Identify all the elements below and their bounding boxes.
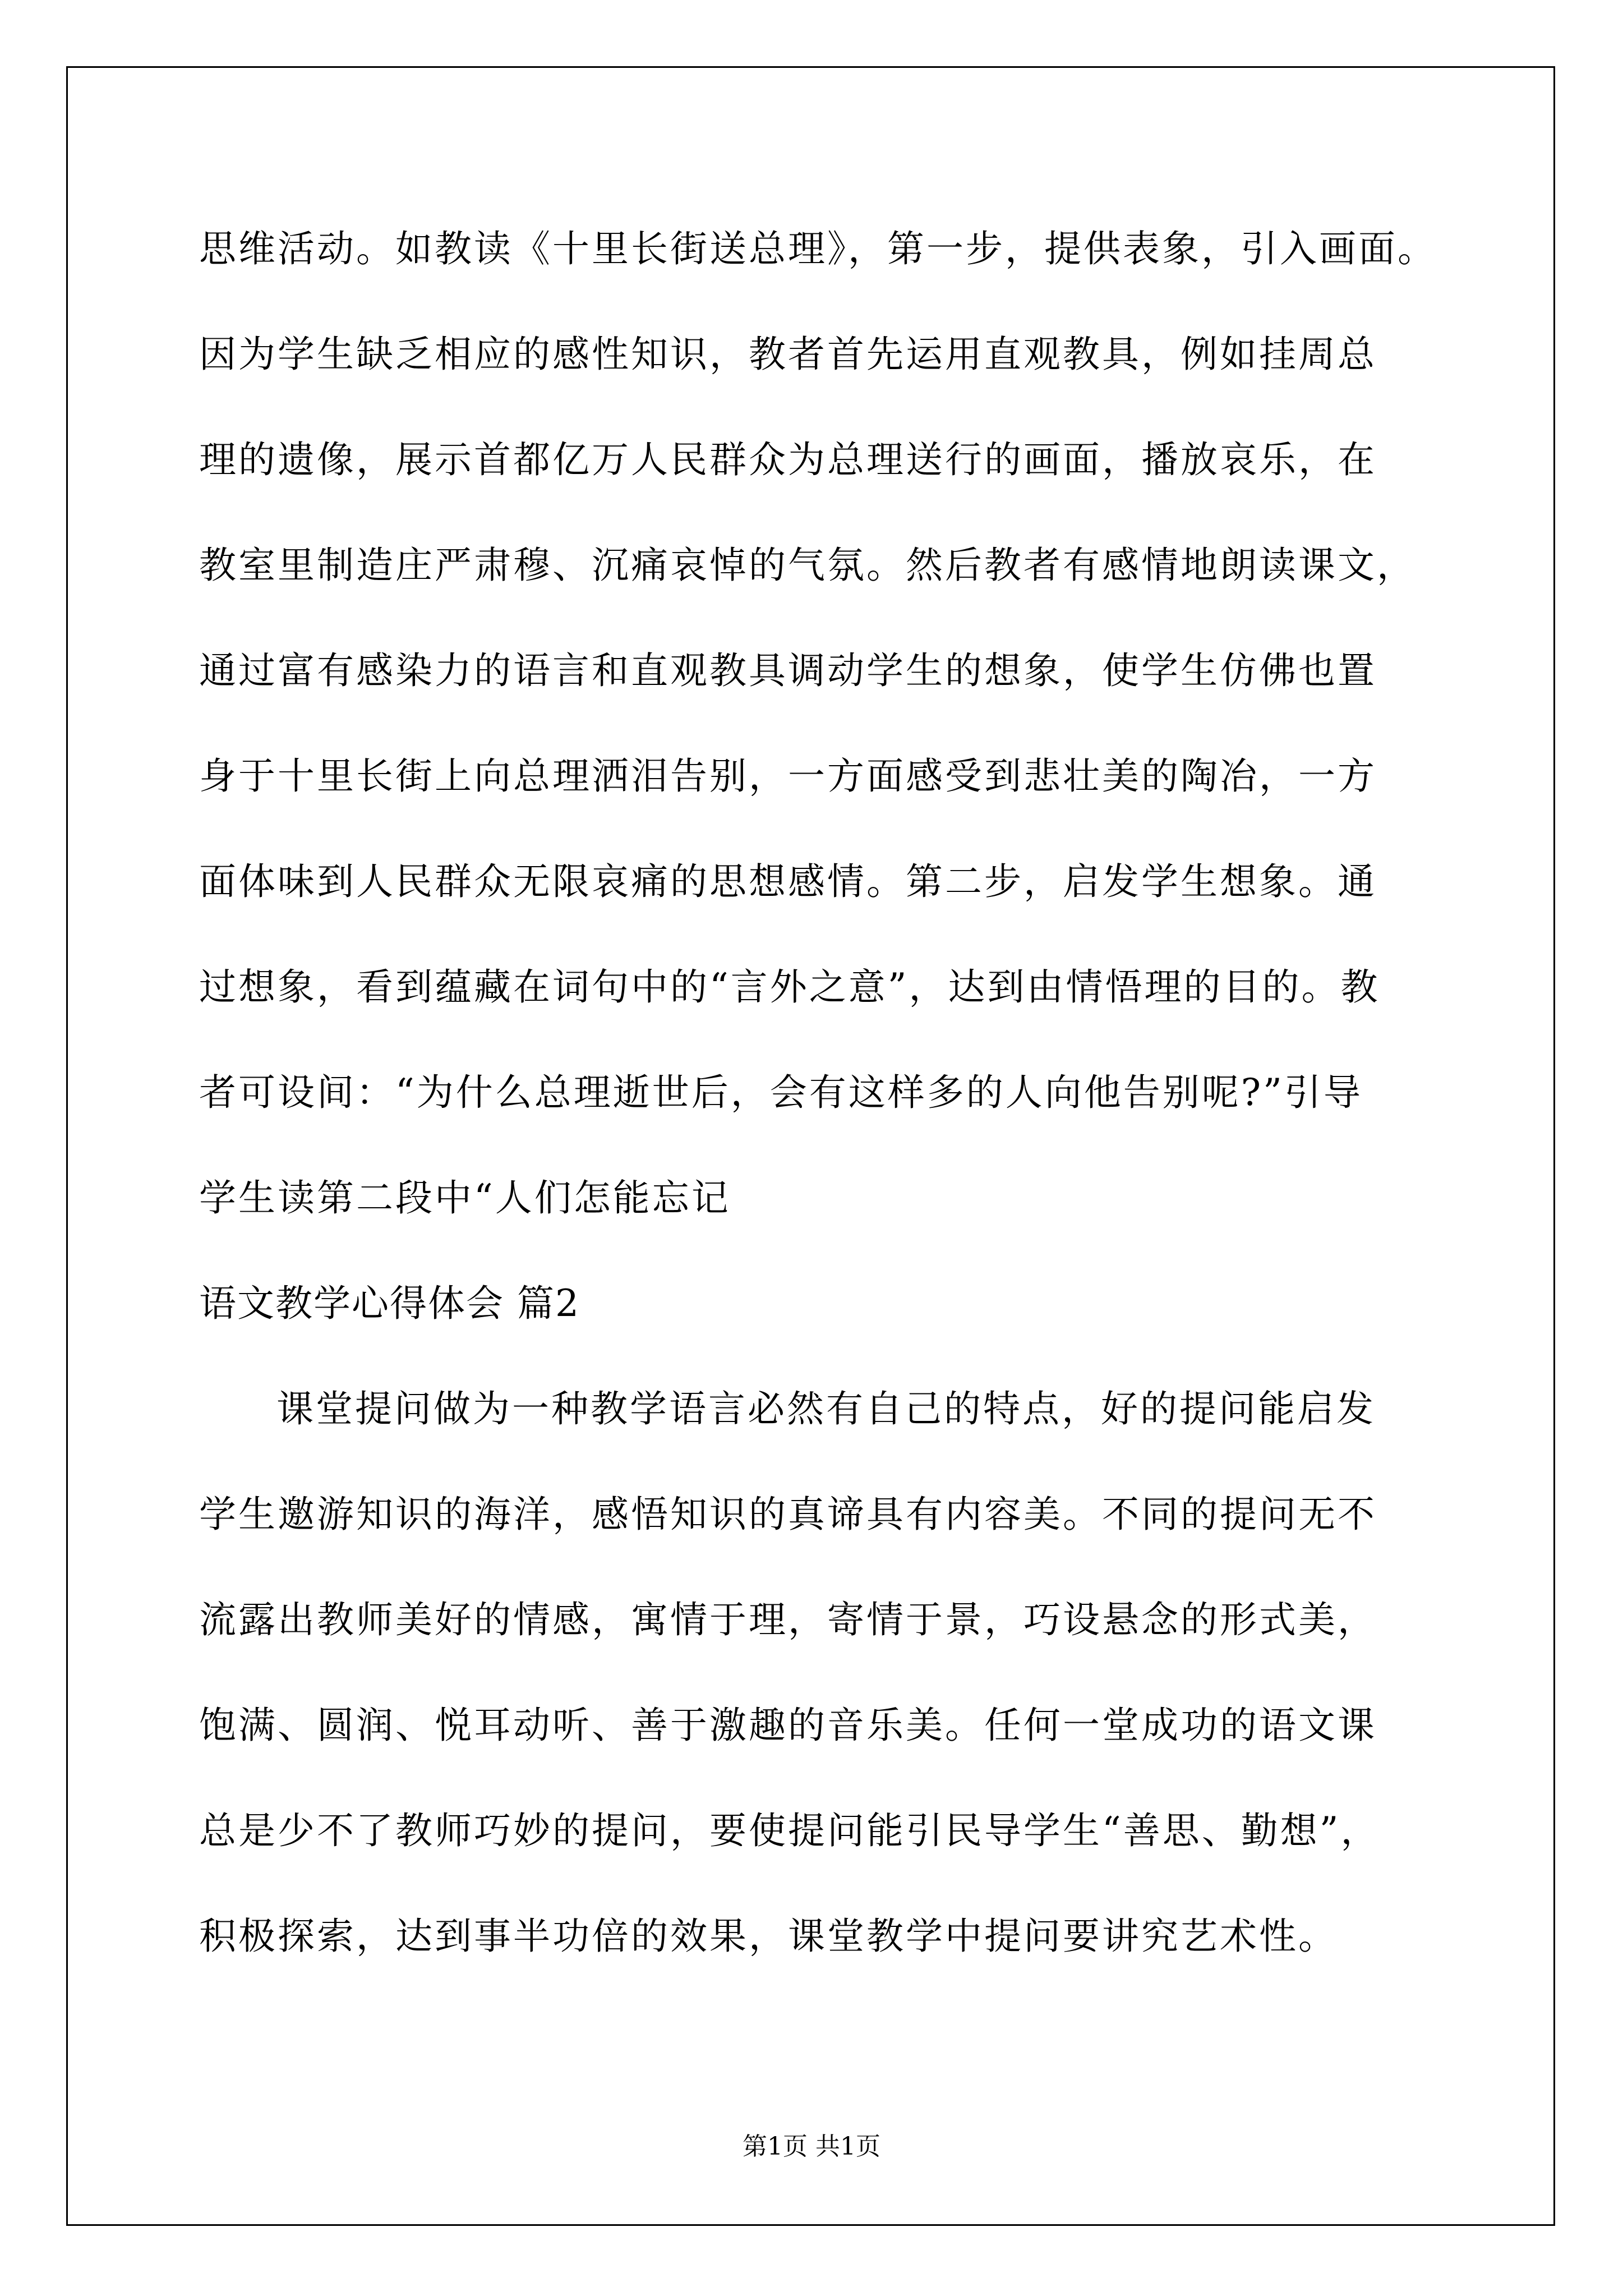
text-line: 通过富有感染力的语言和直观教具调动学生的想象，使学生仿佛也置 — [199, 649, 1377, 692]
text-line: 者可设间：“为什么总理逝世后，会有这样多的人向他告别呢?”引导 — [199, 1071, 1363, 1114]
text-line: 学生邀游知识的海洋，感悟知识的真谛具有内容美。不同的提问无不 — [199, 1493, 1377, 1536]
text-line: 思维活动。如教读《十里长街送总理》，第一步，提供表象，引入画面。 — [199, 227, 1437, 270]
text-line: 总是少不了教师巧妙的提问，要使提问能引民导学生“善思、勤想”， — [199, 1809, 1380, 1852]
text-line: 因为学生缺乏相应的感性知识，教者首先运用直观教具，例如挂周总 — [199, 333, 1377, 376]
text-line: 教室里制造庄严肃穆、沉痛哀悼的气氛。然后教者有感情地朗读课文， — [199, 544, 1416, 587]
page-footer: 第1页 共1页 — [743, 2132, 880, 2161]
text-line: 课堂提问做为一种教学语言必然有自己的特点，好的提问能启发 — [276, 1387, 1376, 1430]
document-body — [199, 196, 1444, 1989]
text-line: 流露出教师美好的情感，寓情于理，寄情于景，巧设悬念的形式美， — [199, 1598, 1377, 1641]
text-line: 身于十里长街上向总理洒泪告别，一方面感受到悲壮美的陶冶，一方 — [199, 754, 1377, 798]
text-line: 饱满、圆润、悦耳动听、善于激趣的音乐美。任何一堂成功的语文课 — [199, 1704, 1377, 1747]
text-line: 过想象，看到蕴藏在词句中的“言外之意”，达到由情悟理的目的。教 — [199, 965, 1380, 1009]
text-line: 学生读第二段中“人们怎能忘记 — [199, 1176, 731, 1220]
section-heading: 语文教学心得体会 篇2 — [199, 1282, 580, 1325]
text-line: 理的遗像，展示首都亿万人民群众为总理送行的画面，播放哀乐，在 — [199, 438, 1377, 481]
text-line: 积极探索，达到事半功倍的效果，课堂教学中提问要讲究艺术性。 — [199, 1915, 1338, 1958]
text-line: 面体味到人民群众无限哀痛的思想感情。第二步，启发学生想象。通 — [199, 860, 1377, 903]
